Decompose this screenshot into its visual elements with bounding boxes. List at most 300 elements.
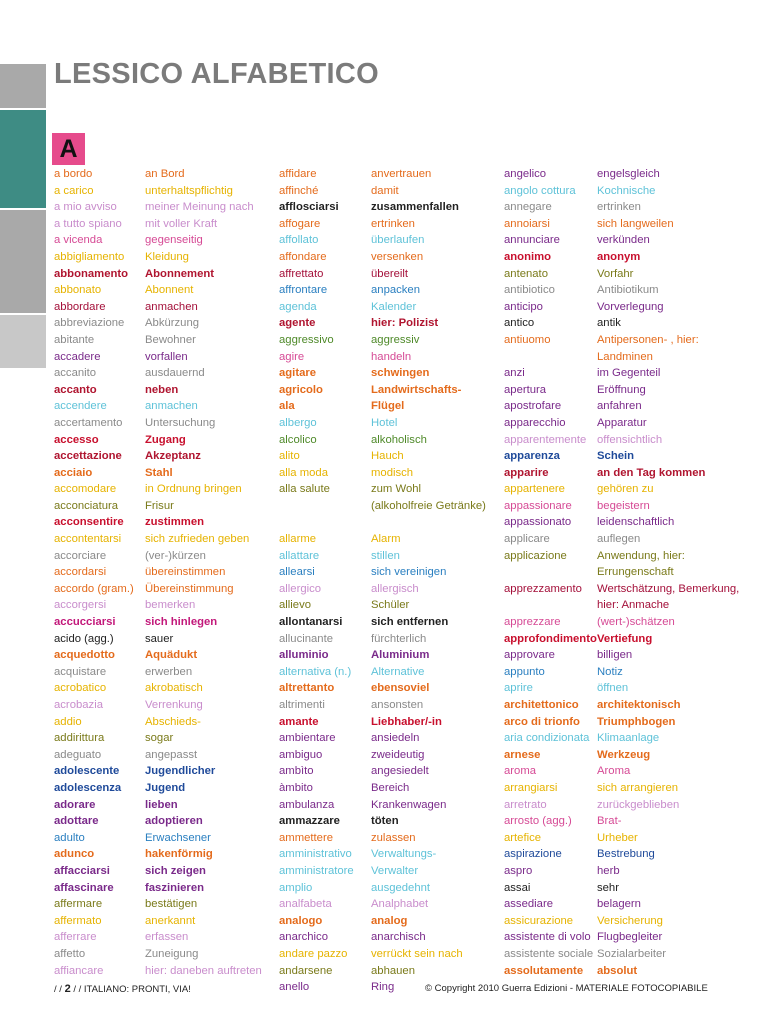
italian-word: accontentarsi [54,533,122,546]
italian-word: allergico [279,582,322,595]
german-translation: sich langweilen [597,217,674,230]
italian-word: apparentemente [504,433,587,446]
italian-word: assai [504,881,531,894]
german-translation: Abonnement [145,267,215,280]
italian-word: aroma [504,765,537,778]
german-translation: sich entfernen [371,616,449,629]
german-translation: sich hinlegen [145,616,218,629]
italian-word: altrettanto [279,682,335,695]
italian-word: agenda [279,300,317,313]
german-translation: Frisur [145,499,174,512]
italian-word: amministratore [279,864,354,877]
german-translation: anonym [597,250,641,263]
footer-page-info [54,983,191,995]
italian-word: allucinante [279,632,334,645]
german-translation: Urheber [597,831,638,844]
german-translation: (wert-)schätzen [597,616,675,629]
italian-word: arnese [504,748,541,761]
german-translation: Eröffnung [597,383,646,396]
german-translation: belagern [597,898,641,911]
italian-word: annegare [504,201,552,214]
italian-word: affascinare [54,881,114,894]
italian-word: addio [54,715,82,728]
german-translation: an Bord [145,168,185,180]
italian-word: acciaio [54,466,93,479]
german-translation: Verwaltungs- [371,848,437,861]
italian-word: a mio avviso [54,201,117,214]
side-tab-top [0,64,46,108]
italian-word: aria condizionata [504,732,590,745]
german-translation: angesiedelt [371,765,429,778]
german-translation: anmachen [145,300,198,313]
italian-word: aspro [504,864,533,877]
german-translation: leidenschaftlich [597,516,675,529]
italian-word: arretrato [504,798,547,811]
german-translation: billigen [597,649,633,662]
german-translation: Kalender [371,300,417,313]
german-translation: gegenseitig [145,234,203,247]
german-translation: ertrinken [597,201,641,214]
italian-word: aspirazione [504,848,562,861]
german-translation: Stahl [145,466,173,479]
german-translation: Sozialarbeiter [597,947,667,960]
german-translation: Zugang [145,433,186,446]
german-translation: bemerken [145,599,196,612]
side-tab-lessico[interactable] [0,210,46,516]
german-translation: anerkannt [145,914,196,927]
german-translation: mit voller Kraft [145,217,218,230]
italian-word: accettazione [54,450,122,463]
german-translation: ausdauernd [145,367,205,380]
italian-word: ambiguo [279,748,323,761]
german-translation: Aluminium [371,649,430,662]
italian-word: affrontare [279,284,328,297]
italian-word: arrosto (agg.) [504,815,572,828]
german-translation: zustimmen [145,516,205,529]
german-translation: erwerben [145,665,193,678]
italian-word: accanto [54,383,97,396]
german-translation: anfahren [597,400,642,413]
italian-word: acconciatura [54,499,119,512]
italian-word: afflosciarsi [279,201,339,214]
italian-word: afferrare [54,931,97,944]
italian-word: affidare [279,168,317,180]
german-translation: Aquädukt [145,649,198,662]
italian-word: applicare [504,533,550,546]
italian-word: adeguato [54,748,102,761]
italian-word: alluminio [279,649,329,662]
italian-word: antenato [504,267,548,280]
italian-word: a bordo [54,168,93,180]
italian-word: addirittura [54,732,105,745]
italian-word: angolo cottura [504,184,576,197]
italian-word: a carico [54,184,94,197]
italian-word: abbonato [54,284,102,297]
german-translation: antik [597,317,621,330]
german-translation: Jugendlicher [145,765,216,778]
german-translation: schwingen [371,367,430,380]
italian-word: apparecchio [504,416,566,429]
german-translation: handeln [371,350,412,363]
german-translation: erfassen [145,931,189,944]
german-translation: herb [597,864,620,877]
german-translation: Schüler [371,599,410,612]
italian-word: allarme [279,533,317,546]
german-translation: im Gegenteil [597,367,661,380]
italian-word: ambientare [279,732,336,745]
italian-word: applicazione [504,549,567,562]
german-translation: Alarm [371,533,401,546]
german-translation: Analphabet [371,898,429,911]
german-translation: Bereich [371,781,410,794]
italian-word: apprezzamento [504,582,582,595]
german-translation: Liebhaber/-in [371,715,442,728]
german-translation: Abschieds- [145,715,201,728]
italian-word: annoiarsi [504,217,550,230]
italian-word: alito [279,450,300,463]
italian-word: analfabeta [279,898,332,911]
german-translation: übereilt [371,267,409,280]
german-translation: versenken [371,250,424,263]
german-translation: neben [145,383,179,396]
italian-word: allievo [279,599,312,612]
italian-word: antico [504,317,535,330]
german-translation: Abkürzung [145,317,200,330]
german-translation: Klimaanlage [597,732,660,745]
italian-word: alternativa (n.) [279,665,352,678]
italian-word: adottare [54,815,99,828]
german-translation: anmachen [145,400,198,413]
italian-word: adunco [54,848,95,861]
german-translation: überlaufen [371,234,425,247]
german-translation: Ring [371,981,395,994]
german-translation: Bestrebung [597,848,655,861]
german-translation: aggressiv [371,333,420,346]
italian-word: antibiotico [504,284,555,297]
italian-word: affollato [279,234,319,247]
italian-word: aprire [504,682,533,695]
italian-word: abbordare [54,300,106,313]
italian-word: assediare [504,898,553,911]
german-translation: Landwirtschafts- [371,383,462,396]
italian-word: agente [279,317,316,330]
footer-separator: / / [73,984,82,995]
german-translation: Notiz [597,665,623,678]
italian-word: alla moda [279,466,328,479]
german-translation: verrückt sein nach [371,947,463,960]
german-translation: allergisch [371,582,419,595]
italian-word: acquedotto [54,649,115,662]
german-translation: engelsgleich [597,168,660,180]
italian-word: apprezzare [504,616,561,629]
german-translation: Werkzeug [597,748,651,761]
italian-word: acquistare [54,665,107,678]
italian-word: assistente sociale [504,947,594,960]
german-translation: unterhaltspflichtig [145,184,233,197]
german-translation: übereinstimmen [145,566,226,579]
book-title: ITALIANO: PRONTI, VIA! [83,984,191,995]
italian-word: accucciarsi [54,616,116,629]
german-translation: sich zeigen [145,864,206,877]
page-number: 2 [64,983,71,995]
italian-word: àmbito [279,781,313,794]
italian-word: anarchico [279,931,328,944]
italian-word: alcolico [279,433,317,446]
german-translation: hier: Anmache [597,599,670,612]
italian-word: annunciare [504,234,560,247]
italian-word: apertura [504,383,547,396]
german-translation: Wertschätzung, Bemerkung, [597,582,740,595]
german-translation: Zuneigung [145,947,199,960]
german-translation: Untersuchung [145,416,216,429]
italian-word: altrimenti [279,699,325,711]
footer-copyright: © Copyright 2010 Guerra Edizioni - MATERIALE FOTOCOPIABILE [425,983,708,994]
italian-word: affermato [54,914,102,927]
italian-word: andarsene [279,964,333,977]
german-translation: auflegen [597,533,641,546]
italian-word: abbonamento [54,267,129,280]
german-translation: Kleidung [145,250,189,263]
italian-word: affogare [279,217,321,230]
italian-word: accorgersi [54,599,107,612]
german-translation: bestätigen [145,898,198,911]
italian-word: angelico [504,168,547,180]
german-translation: Erwachsener [145,831,211,844]
german-translation: an den Tag kommen [597,466,706,479]
german-translation: lieben [145,798,178,811]
italian-word: accadere [54,350,101,363]
german-translation: hakenförmig [145,848,213,861]
italian-word: accordarsi [54,566,107,579]
italian-word: adolescenza [54,781,122,794]
german-translation: verkünden [597,234,650,247]
german-translation: meiner Meinung nach [145,201,254,214]
german-translation: Bewohner [145,333,196,346]
german-translation: töten [371,815,399,828]
german-translation: anpacken [371,284,420,297]
german-translation: ansiedeln [371,732,420,745]
section-letter-badge: A [52,133,85,165]
italian-word: accorciare [54,549,107,562]
italian-word: appartenere [504,483,565,496]
italian-word: antiuomo [504,333,551,346]
german-translation: offensichtlich [597,433,663,446]
german-translation: Akzeptanz [145,450,201,463]
german-translation: sehr [597,881,619,894]
german-translation: fürchterlich [371,632,427,645]
german-translation: ausgedehnt [371,881,431,894]
german-translation: sich zufrieden geben [145,533,250,546]
german-translation: alkoholisch [371,433,427,446]
italian-word: affondare [279,250,327,263]
italian-word: alla salute [279,483,330,496]
italian-word: acrobatico [54,682,107,695]
side-tab-lessico-label: lessico [18,461,35,516]
italian-word: arco di trionfo [504,715,580,728]
side-tab-appendice[interactable] [0,110,46,208]
italian-word: amante [279,715,319,728]
italian-word: aggressivo [279,333,334,346]
italian-word: arrangiarsi [504,781,558,794]
italian-word: abbigliamento [54,250,125,263]
italian-word: abitante [54,333,95,346]
italian-word: analogo [279,914,323,927]
german-translation: vorfallen [145,350,188,363]
italian-word: abbreviazione [54,317,125,330]
german-translation: adoptieren [145,815,203,828]
italian-word: ambìto [279,765,314,778]
italian-word: assolutamente [504,964,584,977]
italian-word: allontanarsi [279,616,343,629]
italian-word: albergo [279,416,317,429]
german-translation: Brat- [597,815,622,828]
italian-word: affiancare [54,964,104,977]
italian-word: anello [279,981,310,994]
german-translation: Krankenwagen [371,798,447,811]
italian-word: appassionare [504,499,572,512]
italian-word: affetto [54,947,86,960]
italian-word: accendere [54,400,107,413]
german-translation: faszinieren [145,881,205,894]
german-translation: Kochnische [597,184,656,197]
german-translation: absolut [597,964,638,977]
italian-word: appunto [504,665,545,678]
italian-word: agitare [279,367,317,380]
german-translation: Vorfahr [597,267,634,280]
german-translation: modisch [371,466,414,479]
german-translation: hier: daneben auftreten [145,964,262,977]
italian-word: allattare [279,549,320,562]
italian-word: acconsentire [54,516,124,529]
german-translation: in Ordnung bringen [145,483,242,496]
german-translation: (alkoholfreie Getränke) [371,499,486,512]
page-title: LESSICO ALFABETICO [54,58,379,90]
italian-word: a tutto spiano [54,217,122,230]
italian-word: assicurazione [504,914,574,927]
italian-word: andare pazzo [279,947,348,960]
italian-word: adulto [54,831,85,844]
german-translation: angepasst [145,748,198,761]
german-translation: gehören zu [597,483,654,496]
italian-word: accertamento [54,416,123,429]
german-translation: Hotel [371,416,398,429]
italian-word: acrobazia [54,699,103,711]
german-translation: ansonsten [371,699,424,711]
italian-word: accomodare [54,483,117,496]
italian-word: anzi [504,367,525,380]
german-translation: sogar [145,732,174,745]
italian-word: adorare [54,798,96,811]
italian-word: accordo (gram.) [54,582,134,595]
german-translation: Schein [597,450,635,463]
german-translation: zusammenfallen [371,201,459,214]
italian-word: artefice [504,831,542,844]
german-translation: hier: Polizist [371,317,439,330]
italian-word: architettonico [504,699,579,711]
german-translation: abhauen [371,964,415,977]
german-translation: sich arrangieren [597,781,679,794]
german-translation: Antibiotikum [597,284,659,297]
italian-word: anonimo [504,250,552,263]
italian-word: affermare [54,898,103,911]
german-translation: Aroma [597,765,631,778]
italian-word: affrettato [279,267,324,280]
german-translation: Apparatur [597,416,647,429]
italian-word: ambulanza [279,798,335,811]
german-translation: Landminen [597,350,653,363]
german-translation: Antipersonen- , hier: [597,333,699,346]
german-translation: architektonisch [597,699,681,711]
italian-word: accesso [54,433,99,446]
italian-word: apparire [504,466,549,479]
german-translation: stillen [371,549,400,562]
italian-word: accanito [54,367,97,380]
german-translation: Verrenkung [145,699,203,711]
german-translation: ebensoviel [371,682,430,695]
italian-word: assistente di volo [504,931,591,944]
german-translation: Flugbegleiter [597,931,663,944]
italian-word: a vicenda [54,234,103,247]
german-translation: zum Wohl [371,483,422,496]
german-translation: Hauch [371,450,404,463]
german-translation: anvertrauen [371,168,432,180]
german-translation: (ver-)kürzen [145,549,206,562]
italian-word: ammazzare [279,815,340,828]
italian-word: ammettere [279,831,333,844]
german-translation: zulassen [371,831,416,844]
german-translation: analog [371,914,408,927]
german-translation: akrobatisch [145,682,203,695]
italian-word: apparenza [504,450,560,463]
german-translation: Versicherung [597,914,663,927]
italian-word: affinché [279,184,319,197]
german-translation: zweideutig [371,748,425,761]
italian-word: appassionato [504,516,572,529]
side-tab-bottom [0,315,46,368]
german-translation: Errungenschaft [597,566,674,579]
footer-separator: / / [54,984,62,995]
german-translation: Vertiefung [597,632,653,645]
italian-word: anticipo [504,300,543,313]
german-translation: Triumphbogen [597,715,676,728]
german-translation: ertrinken [371,217,415,230]
italian-word: acido (agg.) [54,632,114,645]
german-translation: öffnen [597,682,629,695]
german-translation: Abonnent [145,284,194,297]
german-translation: Übereinstimmung [145,582,234,595]
german-translation: zurückgeblieben [597,798,680,811]
italian-word: amministrativo [279,848,352,861]
german-translation: Vorverlegung [597,300,664,313]
german-translation: Flügel [371,400,405,413]
italian-word: affacciarsi [54,864,110,877]
italian-word: agricolo [279,383,323,396]
german-translation: sauer [145,632,174,645]
german-translation: Verwalter [371,864,419,877]
italian-word: approvare [504,649,555,662]
italian-word: amplio [279,881,313,894]
italian-word: allearsi [279,566,315,579]
german-translation: Anwendung, hier: [597,549,685,562]
italian-word: adolescente [54,765,120,778]
italian-word: ala [279,400,295,413]
german-translation: sich vereinigen [371,566,447,579]
italian-word: approfondimento [504,632,597,645]
italian-word: agire [279,350,305,363]
german-translation: Jugend [145,781,186,794]
italian-word: apostrofare [504,400,562,413]
german-translation: begeistern [597,499,650,512]
